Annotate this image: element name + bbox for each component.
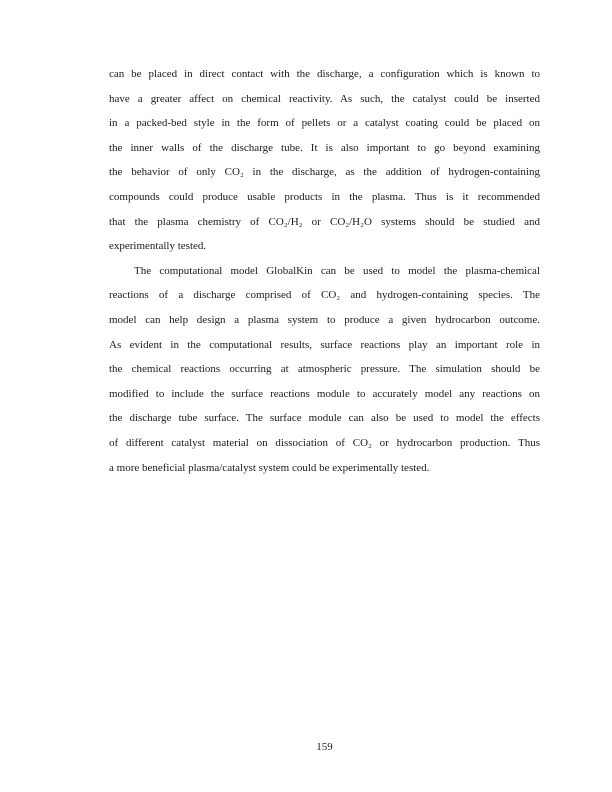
text-line: As evident in the computational results, surface reactions play an important role in	[109, 338, 540, 351]
text-line: the inner walls of the discharge tube. It is also important to go beyond examining	[109, 141, 540, 154]
page-number: 159	[316, 741, 333, 753]
text-line: the discharge tube surface. The surface module can also be used to model the effects	[109, 412, 540, 425]
text-line: reactions of a discharge comprised of CO₂ and hydrogen-containing species. The	[109, 289, 540, 302]
text-line: the chemical reactions occurring at atmospheric pressure. The simulation should be	[109, 363, 540, 376]
text-line: model can help design a plasma system to produce a given hydrocarbon outcome.	[109, 313, 540, 326]
text-line: The computational model GlobalKin can be used to model the plasma-chemical	[134, 264, 540, 277]
text-line: can be placed in direct contact with the discharge, a configuration which is known to	[109, 68, 540, 80]
page-body-text	[109, 62, 540, 480]
text-line: in a packed-bed style in the form of pellets or a catalyst coating could be placed on	[109, 117, 540, 130]
text-line: experimentally tested.	[109, 240, 207, 253]
text-line: the behavior of only CO₂ in the discharge, as the addition of hydrogen-containing	[109, 166, 540, 179]
text-line: of different catalyst material on dissociation of CO₂ or hydrocarbon production. Thus	[109, 436, 540, 449]
text-line: a more beneficial plasma/catalyst system could be experimentally tested.	[109, 461, 430, 474]
paragraph	[109, 62, 540, 259]
text-line: have a greater affect on chemical reactivity. As such, the catalyst could be inserted	[109, 92, 540, 105]
paragraph	[109, 259, 540, 480]
text-line: that the plasma chemistry of CO₂/H₂ or CO₂/H₂O systems should be studied and	[109, 215, 540, 228]
text-line: modified to include the surface reactions module to accurately model any reactions on	[109, 387, 540, 400]
text-line: compounds could produce usable products in the plasma. Thus is it recommended	[109, 190, 540, 203]
